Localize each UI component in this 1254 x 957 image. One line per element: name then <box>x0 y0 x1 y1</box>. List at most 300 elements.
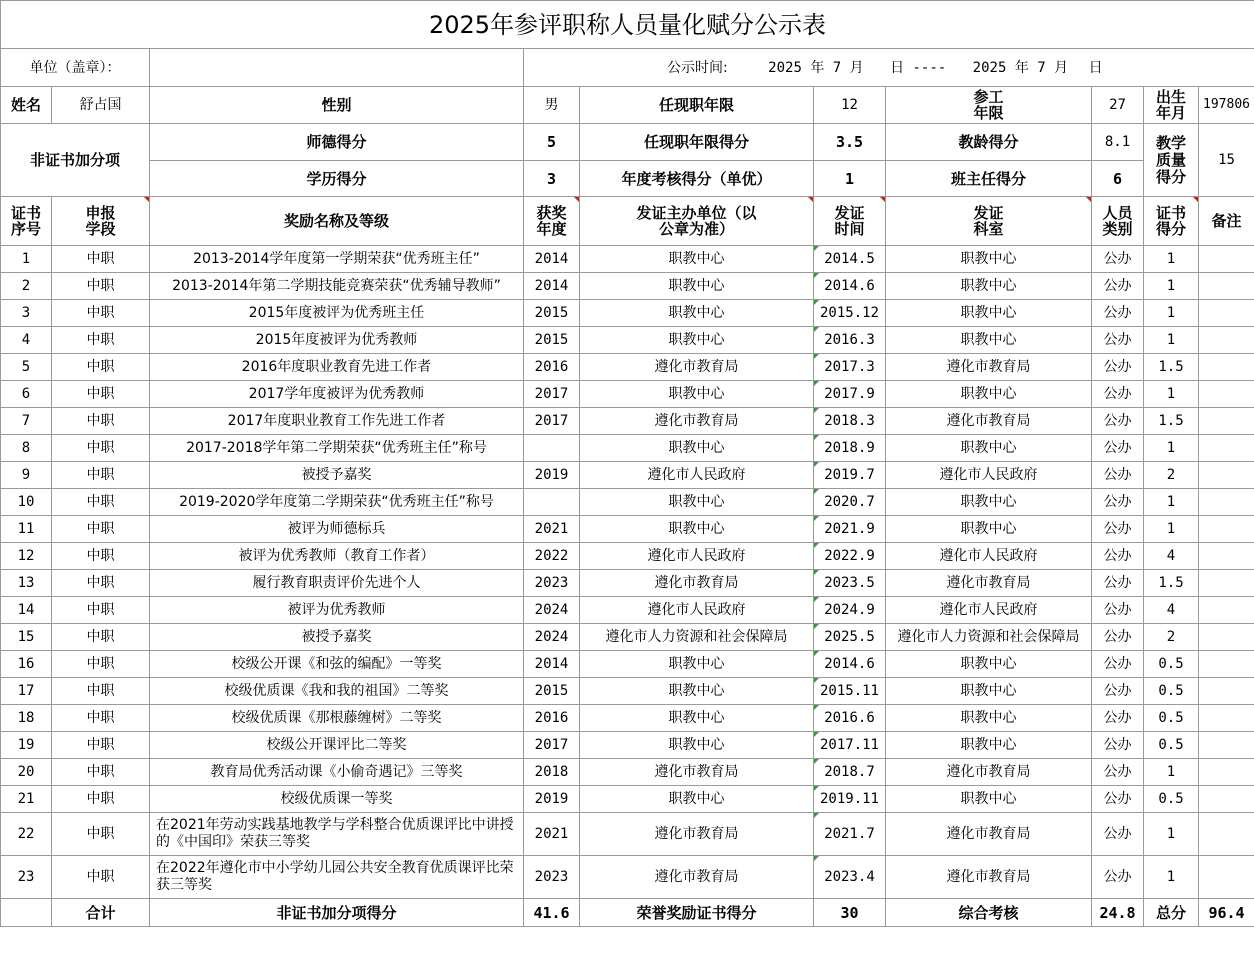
table-row <box>1 570 1254 597</box>
cell-office: 职教中心 <box>886 651 1092 678</box>
cell-issue-time: 2022.9 <box>814 543 886 570</box>
table-row <box>1 462 1254 489</box>
cell-stage: 中职 <box>52 759 150 786</box>
cell-office: 职教中心 <box>886 732 1092 759</box>
cell-issuer: 职教中心 <box>580 786 814 813</box>
cell-award: 被授予嘉奖 <box>150 624 524 651</box>
cell-year: 2017 <box>524 408 580 435</box>
cell-issuer: 职教中心 <box>580 300 814 327</box>
cell-seq: 17 <box>1 678 52 705</box>
cell-award: 2015年度被评为优秀班主任 <box>150 300 524 327</box>
cell-type: 公办 <box>1092 408 1144 435</box>
cell-year: 2018 <box>524 759 580 786</box>
cell-stage: 中职 <box>52 570 150 597</box>
cell-score: 1 <box>1144 246 1199 273</box>
cell-type: 公办 <box>1092 462 1144 489</box>
cell-seq: 23 <box>1 856 52 899</box>
cell-seq: 20 <box>1 759 52 786</box>
cell-stage: 中职 <box>52 678 150 705</box>
cell-office: 职教中心 <box>886 678 1092 705</box>
cell-stage: 中职 <box>52 732 150 759</box>
cell-score: 0.5 <box>1144 732 1199 759</box>
cell-office: 遵化市教育局 <box>886 856 1092 899</box>
cell-note <box>1199 651 1254 678</box>
cell-issue-time: 2020.7 <box>814 489 886 516</box>
table-row <box>1 408 1254 435</box>
cell-issue-time: 2015.12 <box>814 300 886 327</box>
table-row <box>1 786 1254 813</box>
ethics-label: 师德得分 <box>150 124 524 161</box>
cell-issue-time: 2017.11 <box>814 732 886 759</box>
cell-type: 公办 <box>1092 678 1144 705</box>
cell-year: 2014 <box>524 651 580 678</box>
cell-issue-time: 2023.5 <box>814 570 886 597</box>
cell-office: 职教中心 <box>886 516 1092 543</box>
cell-issuer: 职教中心 <box>580 516 814 543</box>
cell-issue-time: 2025.5 <box>814 624 886 651</box>
cell-score: 1.5 <box>1144 570 1199 597</box>
cell-issuer: 职教中心 <box>580 246 814 273</box>
cell-issue-time: 2014.5 <box>814 246 886 273</box>
header-issue-time: 发证时间 <box>814 197 886 246</box>
cell-seq: 11 <box>1 516 52 543</box>
cell-award: 校级优质课一等奖 <box>150 786 524 813</box>
cell-issue-time: 2018.9 <box>814 435 886 462</box>
cell-type: 公办 <box>1092 246 1144 273</box>
cell-year: 2019 <box>524 462 580 489</box>
cell-award: 2017学年度被评为优秀教师 <box>150 381 524 408</box>
cell-office: 职教中心 <box>886 381 1092 408</box>
cell-score: 1 <box>1144 327 1199 354</box>
cell-office: 职教中心 <box>886 489 1092 516</box>
cell-award: 2013-2014年第二学期技能竞赛荣获“优秀辅导教师” <box>150 273 524 300</box>
cell-score: 0.5 <box>1144 786 1199 813</box>
cell-seq: 9 <box>1 462 52 489</box>
cell-stage: 中职 <box>52 516 150 543</box>
cell-stage: 中职 <box>52 462 150 489</box>
birth-value: 197806 <box>1199 87 1254 124</box>
noncert-total-label: 非证书加分项得分 <box>150 899 524 927</box>
cell-type: 公办 <box>1092 624 1144 651</box>
cell-seq: 7 <box>1 408 52 435</box>
overall-value: 24.8 <box>1092 899 1144 927</box>
cell-stage: 中职 <box>52 273 150 300</box>
sum-label: 总分 <box>1144 899 1199 927</box>
cell-score: 4 <box>1144 543 1199 570</box>
cell-type: 公办 <box>1092 597 1144 624</box>
cell-year: 2016 <box>524 354 580 381</box>
cell-note <box>1199 462 1254 489</box>
cell-issue-time: 2014.6 <box>814 651 886 678</box>
cell-office: 职教中心 <box>886 705 1092 732</box>
publish-end: 2025 年 7 月 <box>972 59 1069 76</box>
edu-value: 3 <box>524 161 580 197</box>
cell-award: 2016年度职业教育先进工作者 <box>150 354 524 381</box>
cell-award: 被评为优秀教师（教育工作者） <box>150 543 524 570</box>
cell-issue-time: 2016.6 <box>814 705 886 732</box>
ethics-value: 5 <box>524 124 580 161</box>
cell-year: 2017 <box>524 732 580 759</box>
footer-blank <box>1 899 52 927</box>
table-row <box>1 300 1254 327</box>
cell-year: 2015 <box>524 327 580 354</box>
cell-year: 2015 <box>524 678 580 705</box>
cell-year: 2014 <box>524 246 580 273</box>
header-stage: 申报学段 <box>52 197 150 246</box>
cell-award: 被授予嘉奖 <box>150 462 524 489</box>
cell-award: 教育局优秀活动课《小偷奇遇记》三等奖 <box>150 759 524 786</box>
cell-issuer: 遵化市教育局 <box>580 570 814 597</box>
cell-award: 校级优质课《那根藤缠树》二等奖 <box>150 705 524 732</box>
cell-note <box>1199 354 1254 381</box>
cell-score: 4 <box>1144 597 1199 624</box>
cell-stage: 中职 <box>52 300 150 327</box>
cell-stage: 中职 <box>52 651 150 678</box>
cell-year: 2024 <box>524 597 580 624</box>
table-row <box>1 705 1254 732</box>
header-office: 发证科室 <box>886 197 1092 246</box>
cell-note <box>1199 273 1254 300</box>
cell-issue-time: 2017.3 <box>814 354 886 381</box>
cell-score: 1 <box>1144 300 1199 327</box>
cell-issue-time: 2021.7 <box>814 813 886 856</box>
cell-award: 校级公开课评比二等奖 <box>150 732 524 759</box>
cell-issuer: 遵化市人民政府 <box>580 597 814 624</box>
cell-type: 公办 <box>1092 435 1144 462</box>
cell-year <box>524 435 580 462</box>
publish-start: 2025 年 7 月 <box>768 59 864 76</box>
cell-office: 职教中心 <box>886 300 1092 327</box>
name-label: 姓名 <box>1 87 52 124</box>
cell-note <box>1199 624 1254 651</box>
cell-stage: 中职 <box>52 246 150 273</box>
name-value: 舒占国 <box>52 87 150 124</box>
table-row <box>1 273 1254 300</box>
header-award: 奖励名称及等级 <box>150 197 524 246</box>
cell-award: 履行教育职责评价先进个人 <box>150 570 524 597</box>
cell-seq: 4 <box>1 327 52 354</box>
cell-note <box>1199 489 1254 516</box>
cell-seq: 1 <box>1 246 52 273</box>
cell-seq: 16 <box>1 651 52 678</box>
cell-stage: 中职 <box>52 786 150 813</box>
head-teacher-value: 6 <box>1092 161 1144 197</box>
cell-stage: 中职 <box>52 408 150 435</box>
cell-year: 2019 <box>524 786 580 813</box>
header-note: 备注 <box>1199 197 1254 246</box>
table-row <box>1 651 1254 678</box>
cell-award: 2019-2020学年度第二学期荣获“优秀班主任”称号 <box>150 489 524 516</box>
cell-seq: 12 <box>1 543 52 570</box>
cell-note <box>1199 732 1254 759</box>
cell-stage: 中职 <box>52 543 150 570</box>
cell-year <box>524 489 580 516</box>
cell-type: 公办 <box>1092 705 1144 732</box>
cell-award: 在2021年劳动实践基地教学与学科整合优质课评比中讲授的《中国印》荣获三等奖 <box>150 813 524 856</box>
table-row <box>1 856 1254 899</box>
cell-issuer: 职教中心 <box>580 327 814 354</box>
cell-score: 2 <box>1144 462 1199 489</box>
cell-type: 公办 <box>1092 489 1144 516</box>
cell-stage: 中职 <box>52 435 150 462</box>
cell-score: 0.5 <box>1144 678 1199 705</box>
cell-type: 公办 <box>1092 786 1144 813</box>
publish-start-day: 日 ---- <box>890 59 947 76</box>
cell-seq: 18 <box>1 705 52 732</box>
cell-issuer: 遵化市教育局 <box>580 856 814 899</box>
table-row <box>1 354 1254 381</box>
table-row <box>1 597 1254 624</box>
cell-issuer: 职教中心 <box>580 489 814 516</box>
table-row <box>1 678 1254 705</box>
cell-type: 公办 <box>1092 543 1144 570</box>
cell-issue-time: 2016.3 <box>814 327 886 354</box>
cell-note <box>1199 246 1254 273</box>
cell-award: 校级优质课《我和我的祖国》二等奖 <box>150 678 524 705</box>
cell-office: 职教中心 <box>886 327 1092 354</box>
cell-issuer: 遵化市人力资源和社会保障局 <box>580 624 814 651</box>
cell-stage: 中职 <box>52 813 150 856</box>
cell-note <box>1199 813 1254 856</box>
head-teacher-label: 班主任得分 <box>886 161 1092 197</box>
cell-seq: 21 <box>1 786 52 813</box>
cell-type: 公办 <box>1092 570 1144 597</box>
cell-office: 职教中心 <box>886 273 1092 300</box>
cell-type: 公办 <box>1092 381 1144 408</box>
cell-stage: 中职 <box>52 856 150 899</box>
cell-stage: 中职 <box>52 489 150 516</box>
cell-issuer: 遵化市教育局 <box>580 354 814 381</box>
birth-label: 出生年月 <box>1144 87 1199 124</box>
cell-issuer: 职教中心 <box>580 273 814 300</box>
cell-year: 2017 <box>524 381 580 408</box>
cell-score: 1.5 <box>1144 354 1199 381</box>
cell-stage: 中职 <box>52 354 150 381</box>
edu-label: 学历得分 <box>150 161 524 197</box>
cell-year: 2023 <box>524 570 580 597</box>
cell-issuer: 职教中心 <box>580 678 814 705</box>
cell-note <box>1199 516 1254 543</box>
cell-type: 公办 <box>1092 856 1144 899</box>
cell-stage: 中职 <box>52 705 150 732</box>
cell-type: 公办 <box>1092 327 1144 354</box>
cell-year: 2015 <box>524 300 580 327</box>
noncert-row-1 <box>1 124 1254 161</box>
cell-type: 公办 <box>1092 300 1144 327</box>
cell-office: 遵化市教育局 <box>886 408 1092 435</box>
cell-year: 2014 <box>524 273 580 300</box>
page-title: 2025年参评职称人员量化赋分公示表 <box>1 1 1254 49</box>
cell-score: 1.5 <box>1144 408 1199 435</box>
cell-issue-time: 2014.6 <box>814 273 886 300</box>
cell-award: 被评为师德标兵 <box>150 516 524 543</box>
table-row <box>1 327 1254 354</box>
cell-issue-time: 2023.4 <box>814 856 886 899</box>
table-row <box>1 759 1254 786</box>
cell-award: 2015年度被评为优秀教师 <box>150 327 524 354</box>
table-row <box>1 246 1254 273</box>
honor-total-label: 荣誉奖励证书得分 <box>580 899 814 927</box>
cell-office: 遵化市人民政府 <box>886 543 1092 570</box>
table-row <box>1 489 1254 516</box>
cell-issuer: 职教中心 <box>580 435 814 462</box>
cell-type: 公办 <box>1092 516 1144 543</box>
cell-stage: 中职 <box>52 624 150 651</box>
table-row <box>1 435 1254 462</box>
table-row <box>1 732 1254 759</box>
cell-office: 遵化市人力资源和社会保障局 <box>886 624 1092 651</box>
cell-type: 公办 <box>1092 651 1144 678</box>
cell-seq: 13 <box>1 570 52 597</box>
cell-issue-time: 2018.7 <box>814 759 886 786</box>
cell-seq: 6 <box>1 381 52 408</box>
header-year: 获奖年度 <box>524 197 580 246</box>
cell-score: 1 <box>1144 759 1199 786</box>
noncert-row-2 <box>1 161 1254 197</box>
cell-note <box>1199 327 1254 354</box>
footer-row <box>1 899 1254 927</box>
cell-office: 遵化市教育局 <box>886 354 1092 381</box>
cell-note <box>1199 435 1254 462</box>
unit-label: 单位（盖章）： <box>1 49 150 87</box>
noncert-label: 非证书加分项 <box>1 124 150 197</box>
header-type: 人员类别 <box>1092 197 1144 246</box>
cell-seq: 5 <box>1 354 52 381</box>
unit-value <box>150 49 524 87</box>
cell-score: 2 <box>1144 624 1199 651</box>
cell-award: 在2022年遵化市中小学幼儿园公共安全教育优质课评比荣获三等奖 <box>150 856 524 899</box>
cell-award: 校级公开课《和弦的编配》一等奖 <box>150 651 524 678</box>
cell-issue-time: 2019.7 <box>814 462 886 489</box>
cell-office: 职教中心 <box>886 435 1092 462</box>
cell-seq: 15 <box>1 624 52 651</box>
cell-seq: 8 <box>1 435 52 462</box>
cell-score: 1 <box>1144 435 1199 462</box>
cell-note <box>1199 543 1254 570</box>
seniority-value: 8.1 <box>1092 124 1144 161</box>
cell-issue-time: 2015.11 <box>814 678 886 705</box>
cell-issue-time: 2021.9 <box>814 516 886 543</box>
cell-note <box>1199 381 1254 408</box>
cell-issue-time: 2019.11 <box>814 786 886 813</box>
publish-label: 公示时间: <box>667 59 728 76</box>
cell-score: 1 <box>1144 813 1199 856</box>
cell-issuer: 职教中心 <box>580 705 814 732</box>
header-row <box>1 197 1254 246</box>
cell-year: 2023 <box>524 856 580 899</box>
table-row <box>1 813 1254 856</box>
cell-score: 1 <box>1144 856 1199 899</box>
tenure-score-label: 任现职年限得分 <box>580 124 814 161</box>
cell-issuer: 职教中心 <box>580 651 814 678</box>
cell-score: 0.5 <box>1144 705 1199 732</box>
cell-type: 公办 <box>1092 759 1144 786</box>
table-row <box>1 516 1254 543</box>
cell-issuer: 职教中心 <box>580 381 814 408</box>
cell-seq: 19 <box>1 732 52 759</box>
overall-label: 综合考核 <box>886 899 1092 927</box>
table-row <box>1 624 1254 651</box>
cell-issuer: 遵化市人民政府 <box>580 543 814 570</box>
cell-stage: 中职 <box>52 327 150 354</box>
honor-total-value: 30 <box>814 899 886 927</box>
total-label: 合计 <box>52 899 150 927</box>
cell-type: 公办 <box>1092 354 1144 381</box>
cell-year: 2022 <box>524 543 580 570</box>
gender-value: 男 <box>524 87 580 124</box>
cell-office: 遵化市教育局 <box>886 759 1092 786</box>
header-seq: 证书序号 <box>1 197 52 246</box>
cell-award: 2017-2018学年第二学期荣获“优秀班主任”称号 <box>150 435 524 462</box>
cell-office: 职教中心 <box>886 786 1092 813</box>
cell-note <box>1199 300 1254 327</box>
table-row <box>1 381 1254 408</box>
quality-label: 教学质量得分 <box>1144 124 1199 197</box>
cell-note <box>1199 786 1254 813</box>
cell-note <box>1199 759 1254 786</box>
cell-year: 2021 <box>524 813 580 856</box>
cell-office: 遵化市教育局 <box>886 813 1092 856</box>
publish-time <box>524 49 1254 87</box>
cell-office: 遵化市教育局 <box>886 570 1092 597</box>
cell-award: 2017年度职业教育工作先进工作者 <box>150 408 524 435</box>
cell-score: 0.5 <box>1144 651 1199 678</box>
cell-year: 2024 <box>524 624 580 651</box>
publish-end-day: 日 <box>1088 59 1103 76</box>
cell-type: 公办 <box>1092 732 1144 759</box>
gender-label: 性别 <box>150 87 524 124</box>
cell-issuer: 遵化市人民政府 <box>580 462 814 489</box>
tenure-label: 任现职年限 <box>580 87 814 124</box>
cell-award: 被评为优秀教师 <box>150 597 524 624</box>
cell-office: 职教中心 <box>886 246 1092 273</box>
cell-type: 公办 <box>1092 273 1144 300</box>
cell-note <box>1199 856 1254 899</box>
cell-issuer: 职教中心 <box>580 732 814 759</box>
cell-note <box>1199 597 1254 624</box>
cell-note <box>1199 570 1254 597</box>
cell-seq: 10 <box>1 489 52 516</box>
cell-issue-time: 2018.3 <box>814 408 886 435</box>
cell-score: 1 <box>1144 489 1199 516</box>
cell-score: 1 <box>1144 273 1199 300</box>
info-row <box>1 87 1254 124</box>
cell-year: 2016 <box>524 705 580 732</box>
cell-stage: 中职 <box>52 381 150 408</box>
table-row <box>1 543 1254 570</box>
cell-issuer: 遵化市教育局 <box>580 408 814 435</box>
header-score: 证书得分 <box>1144 197 1199 246</box>
cell-stage: 中职 <box>52 597 150 624</box>
cell-note <box>1199 678 1254 705</box>
work-years-value: 27 <box>1092 87 1144 124</box>
cell-issue-time: 2024.9 <box>814 597 886 624</box>
annual-value: 1 <box>814 161 886 197</box>
sum-value: 96.4 <box>1199 899 1254 927</box>
seniority-label: 教龄得分 <box>886 124 1092 161</box>
cell-seq: 14 <box>1 597 52 624</box>
cell-award: 2013-2014学年度第一学期荣获“优秀班主任” <box>150 246 524 273</box>
work-years-label: 参工年限 <box>886 87 1092 124</box>
tenure-score-value: 3.5 <box>814 124 886 161</box>
cell-issue-time: 2017.9 <box>814 381 886 408</box>
annual-label: 年度考核得分（单优） <box>580 161 814 197</box>
cell-score: 1 <box>1144 516 1199 543</box>
cell-issuer: 遵化市教育局 <box>580 813 814 856</box>
cell-type: 公办 <box>1092 813 1144 856</box>
cell-seq: 22 <box>1 813 52 856</box>
noncert-total-value: 41.6 <box>524 899 580 927</box>
